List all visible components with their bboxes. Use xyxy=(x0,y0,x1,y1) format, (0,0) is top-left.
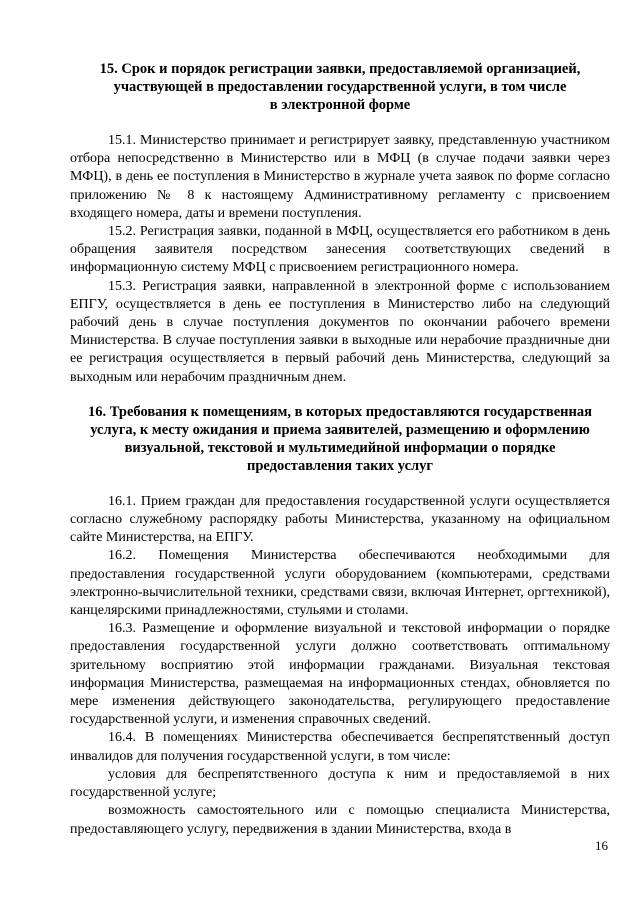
section-15-heading xyxy=(70,60,610,114)
heading-line: участвующей в предоставлении государственной услуги, в том числе xyxy=(113,79,567,95)
page-number: 16 xyxy=(595,838,608,853)
heading-line: 16. Требования к помещениям, в которых предоставляются государственная xyxy=(88,403,592,420)
heading-line: визуальной, текстовой и мультимедийной информации о порядке xyxy=(124,439,556,456)
heading-line: 15. Срок и порядок регистрации заявки, предоставляемой организацией, xyxy=(99,61,581,77)
section-gap xyxy=(70,387,610,403)
heading-line: в электронной форме xyxy=(269,97,411,113)
paragraph-16-4-item-2: возможность самостоятельного или с помощью специалиста Министерства, предоставляющего услугу, передвижения в здании Министерства, входа в xyxy=(70,803,610,837)
paragraph-16-4-item-1: условия для беспрепятственного доступа к ним и предоставляемой в них государственной услуге; xyxy=(70,766,610,801)
paragraph-16-1: 16.1. Прием граждан для предоставления государственной услуги осуществляется согласно служебному распорядку работы Министерства, указанному на официальном сайте Министерства, на ЕПГУ. xyxy=(70,493,610,546)
heading-line: услуга, к месту ожидания и приема заявителей, размещению и оформлению xyxy=(90,421,590,438)
paragraph-15-2: 15.2. Регистрация заявки, поданной в МФЦ, осуществляется его работником в день обращения заявителя посредством занесения соответствующих сведений в информационную систему МФЦ с присвоением регистрационного номера. xyxy=(70,224,610,276)
heading-line: предоставления таких услуг xyxy=(247,457,433,474)
paragraph-15-1: 15.1. Министерство принимает и регистрирует заявку, представленную участником отбора непосредственно в Министерство или в МФЦ (в случае подачи заявки через МФЦ), в день ее поступления в Министерство в журнале учета заявок по форме согласно приложению № 8 к настоящему Административному регламенту с присвоением входящего номера, даты и времени поступления. xyxy=(70,133,610,221)
page-content xyxy=(70,60,610,839)
paragraph-16-4: 16.4. В помещениях Министерства обеспечивается беспрепятственный доступ инвалидов для получения государственной услуги, в том числе: xyxy=(70,730,610,764)
paragraph-15-3: 15.3. Регистрация заявки, направленной в электронной форме с использованием ЕПГУ, осуществляется в день ее поступления в Министерство либо на следующий рабочий день в случае поступления документов по окончании рабочего времени Министерства. В случае поступления заявки в выходные или нерабочие праздничные дни ее регистрация осуществляется в первый рабочий день Министерства, следующий за выходным или нерабочим праздничным днем. xyxy=(70,278,610,385)
paragraph-16-3: 16.3. Размещение и оформление визуальной и текстовой информации о порядке предоставления государственной услуги должно соответствовать оптимальному зрительному восприятию этой информации гражданами. Визуальная текстовая информация Министерства, размещаемая на информационных стендах, обновляется по мере изменения действующего законодательства, регулирующего предоставление государственной услуги, и изменения справочных сведений. xyxy=(70,621,610,728)
section-16-heading xyxy=(70,403,610,475)
paragraph-16-2: 16.2. Помещения Министерства обеспечиваются необходимыми для предоставления государственной услуги оборудованием (компьютерами, средствами электронно-вычислительной техники, средствами связи, включая Интернет, оргтехникой), канцелярскими принадлежностями, стульями и столами. xyxy=(70,548,610,619)
